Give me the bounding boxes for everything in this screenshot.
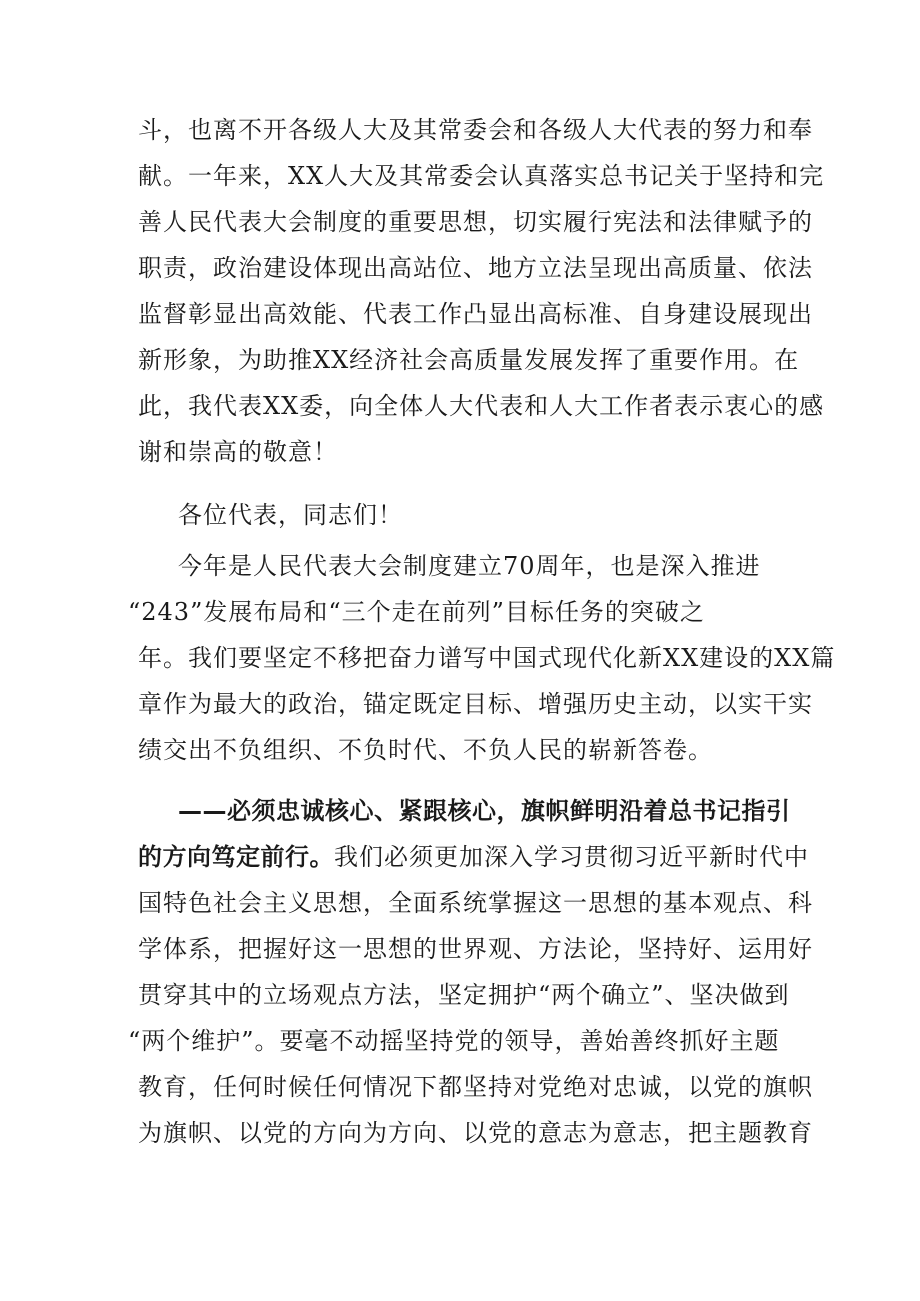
section-heading-continuation [138, 842, 809, 872]
paragraph-line: 教育，任何时候任何情况下都坚持对党绝对忠诚，以党的旗帜 [138, 1073, 813, 1101]
section-heading: ——必须忠诚核心、紧跟核心，旗帜鲜明沿着总书记指引 [178, 797, 791, 825]
paragraph-line: 职责，政治建设体现出高站位、地方立法呈现出高质量、依法 [138, 254, 813, 282]
paragraph-line: 为旗帜、以党的方向为方向、以党的意志为意志，把主题教育 [138, 1119, 813, 1147]
paragraph-line: “两个维护”。要毫不动摇坚持党的领导，善始善终抓好主题 [128, 1027, 780, 1055]
paragraph-line: 年。我们要坚定不移把奋力谱写中国式现代化新XX建设的XX篇 [138, 644, 836, 672]
paragraph-line: 今年是人民代表大会制度建立70周年，也是深入推进 [178, 552, 761, 580]
paragraph-line: 此，我代表XX委，向全体人大代表和人大工作者表示衷心的感 [138, 392, 825, 420]
paragraph-line: 谢和崇高的敬意！ [138, 438, 338, 466]
paragraph-line: 国特色社会主义思想，全面系统掌握这一思想的基本观点、科 [138, 889, 813, 917]
paragraph-line: “243”发展布局和“三个走在前列”目标任务的突破之 [128, 598, 705, 626]
paragraph-line: 新形象，为助推XX经济社会高质量发展发挥了重要作用。在 [138, 346, 800, 374]
paragraph-line: 章作为最大的政治，锚定既定目标、增强历史主动，以实干实 [138, 690, 813, 718]
paragraph-line: 学体系，把握好这一思想的世界观、方法论，坚持好、运用好 [138, 935, 813, 963]
paragraph-line: 绩交出不负组织、不负时代、不负人民的崭新答卷。 [138, 736, 713, 764]
paragraph-line: 监督彰显出高效能、代表工作凸显出高标准、自身建设展现出 [138, 300, 813, 328]
paragraph-line: 献。一年来，XX人大及其常委会认真落实总书记关于坚持和完 [138, 162, 825, 190]
salutation-line: 各位代表，同志们！ [178, 501, 403, 529]
paragraph-line: 斗，也离不开各级人大及其常委会和各级人大代表的努力和奉 [138, 116, 813, 144]
section-heading-tail: 的方向笃定前行。 [138, 843, 334, 871]
paragraph-line: 贯穿其中的立场观点方法，坚定拥护“两个确立”、坚决做到 [138, 981, 790, 1009]
paragraph-line: 善人民代表大会制度的重要思想，切实履行宪法和法律赋予的 [138, 208, 813, 236]
paragraph-text: 我们必须更加深入学习贯彻习近平新时代中 [334, 843, 809, 871]
